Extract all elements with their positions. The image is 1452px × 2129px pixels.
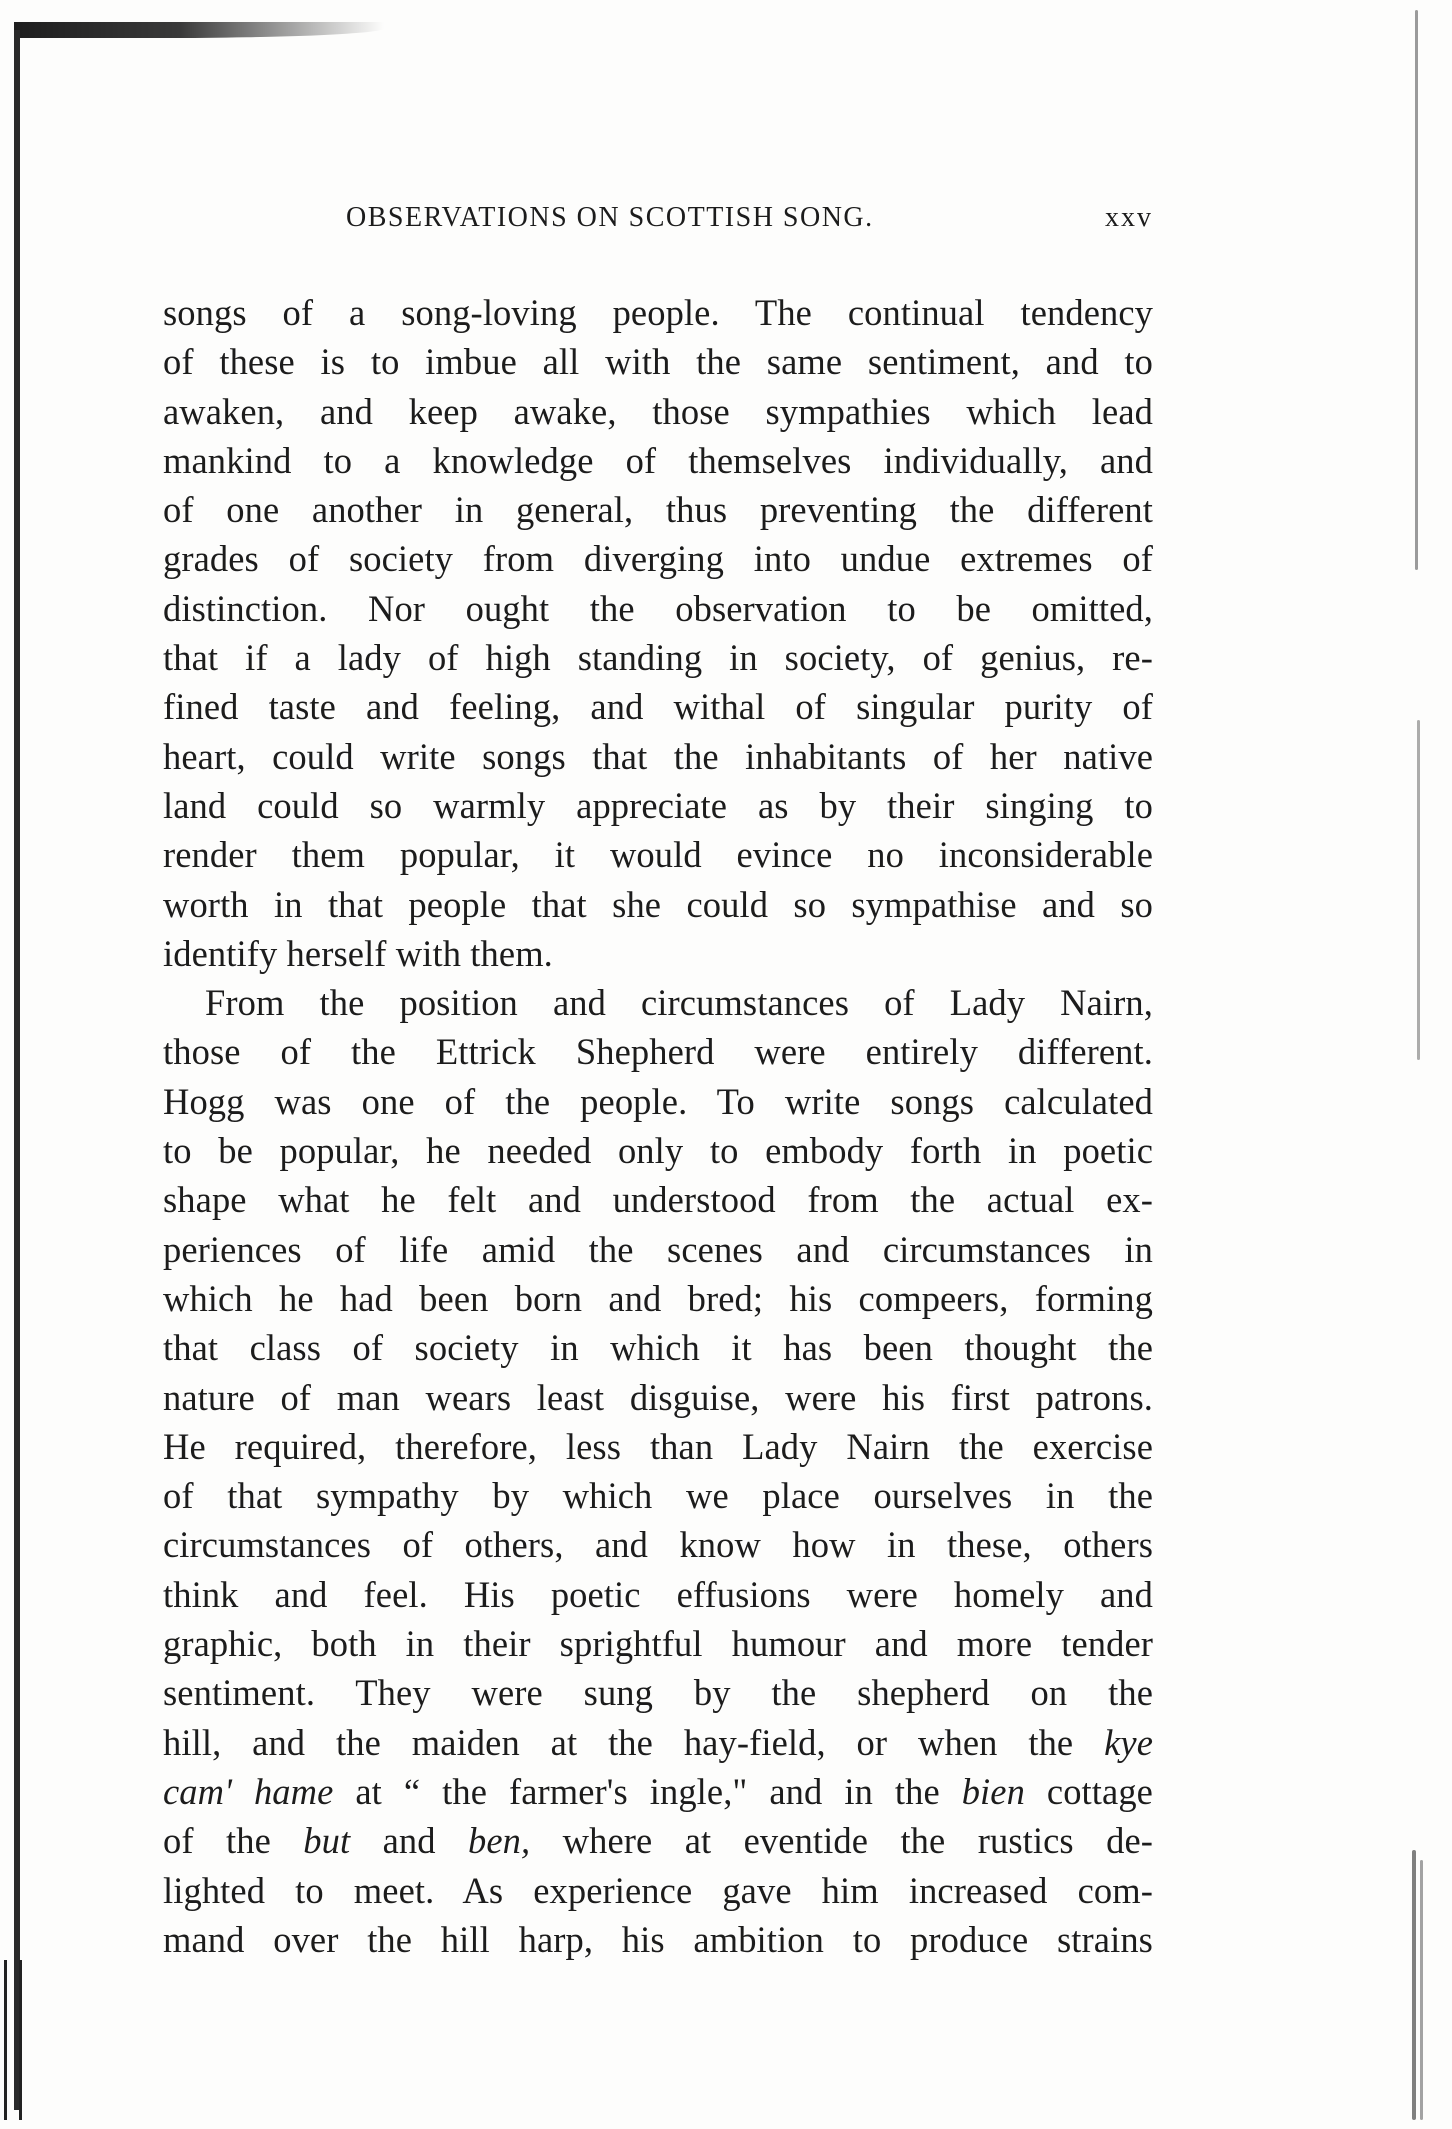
- italic-phrase: cam' hame: [163, 1770, 334, 1812]
- text-run: and: [350, 1820, 469, 1862]
- running-head: [163, 198, 1153, 238]
- text-line: to be popular, he needed only to embody forth in poetic: [163, 1130, 1153, 1172]
- text-line: heart, could write songs that the inhabitants of her native: [163, 735, 1153, 777]
- text-line: songs of a song-loving people. The continual tendency: [163, 292, 1153, 333]
- page-edge-shadow: [1417, 720, 1420, 1060]
- text-line: [163, 1718, 1153, 1767]
- text-line: circumstances of others, and know how in these, others: [163, 1524, 1153, 1566]
- text-line: From the position and circumstances of Lady Nairn,: [205, 982, 1153, 1024]
- text-line: sentiment. They were sung by the shepherd on the: [163, 1672, 1153, 1714]
- text-line: awaken, and keep awake, those sympathies which lead: [163, 390, 1153, 432]
- text-line: [163, 1816, 1153, 1865]
- text-run: of the: [163, 1820, 304, 1862]
- text-line: fined taste and feeling, and withal of singular purity of: [163, 686, 1153, 728]
- text-line: lighted to meet. As experience gave him increased com-: [163, 1869, 1153, 1911]
- text-line: which he had been born and bred; his compeers, forming: [163, 1277, 1153, 1319]
- text-line: think and feel. His poetic effusions were homely and: [163, 1573, 1153, 1615]
- italic-word: bien: [961, 1770, 1025, 1812]
- text-line: of one another in general, thus preventing the different: [163, 489, 1153, 531]
- text-line: mankind to a knowledge of themselves individually, and: [163, 439, 1153, 481]
- text-run: cottage: [1024, 1770, 1153, 1812]
- text-line: nature of man wears least disguise, were his first patrons.: [163, 1376, 1153, 1418]
- page-edge-shadow: [1420, 1860, 1423, 2120]
- text-line: grades of society from diverging into undue extremes of: [163, 538, 1153, 580]
- binding-edge: [14, 30, 20, 2110]
- scan-smudge: [14, 22, 384, 38]
- body-text: [163, 288, 1153, 1964]
- text-line: of these is to imbue all with the same sentiment, and to: [163, 341, 1153, 383]
- text-line: those of the Ettrick Shepherd were entirely different.: [163, 1031, 1153, 1073]
- text-line: land could so warmly appreciate as by their singing to: [163, 784, 1153, 826]
- text-run: where at eventide the rustics de-: [530, 1820, 1154, 1862]
- italic-word: but: [303, 1820, 351, 1862]
- italic-word: kye: [1104, 1721, 1153, 1763]
- text-run: at “ the farmer's ingle," and in the: [333, 1770, 962, 1812]
- text-line: of that sympathy by which we place ourselves in the: [163, 1475, 1153, 1517]
- text-line: He required, therefore, less than Lady Nairn the exercise: [163, 1425, 1153, 1467]
- text-line: that class of society in which it has been thought the: [163, 1327, 1153, 1369]
- text-line: render them popular, it would evince no inconsiderable: [163, 834, 1153, 876]
- text-line: distinction. Nor ought the observation to be omitted,: [163, 587, 1153, 629]
- running-title: OBSERVATIONS ON SCOTTISH SONG.: [346, 202, 874, 233]
- page-edge-shadow: [1412, 1850, 1416, 2120]
- page-number: xxv: [1105, 202, 1153, 233]
- text-line: that if a lady of high standing in society, of genius, re-: [163, 637, 1153, 679]
- text-line: periences of life amid the scenes and circumstances in: [163, 1228, 1153, 1270]
- text-line: graphic, both in their sprightful humour and more tender: [163, 1623, 1153, 1665]
- text-line: [163, 1767, 1153, 1816]
- italic-word: ben,: [468, 1820, 531, 1862]
- text-run: hill, and the maiden at the hay-field, or when the: [163, 1721, 1105, 1763]
- text-line: identify herself with them.: [163, 932, 553, 974]
- binding-marks: [4, 1960, 22, 2120]
- text-line: mand over the hill harp, his ambition to produce strains: [163, 1918, 1153, 1960]
- text-line: shape what he felt and understood from the actual ex-: [163, 1179, 1153, 1221]
- text-line: worth in that people that she could so sympathise and so: [163, 883, 1153, 925]
- text-line: Hogg was one of the people. To write songs calculated: [163, 1080, 1153, 1122]
- page-edge-shadow: [1415, 10, 1418, 570]
